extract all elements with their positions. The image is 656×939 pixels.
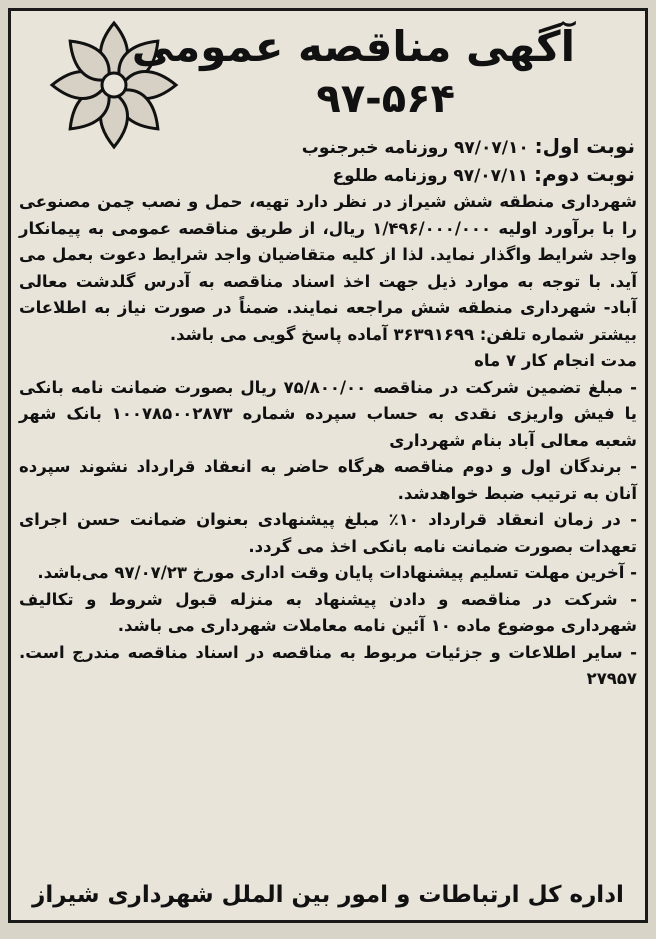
ad-page [8,8,648,923]
turn-date: ۹۷/۰۷/۱۱ [453,166,529,186]
intro-paragraph: شهرداری منطقه شش شیراز در نظر دارد تهیه، حمل و نصب چمن مصنوعی را با برآورد اولیه ۱/۴۹۶/۰۰۰/۰۰۰ ریال، از طریق مناقصه عمومی به پیمانکار واجد شرایط واگذار نماید. لذا از کلیه متقاضیان واجد شرایط دعوت بعمل می آید. با توجه به موارد ذیل جهت اخذ اسناد مناقصه به آدرس گلدشت معالی آباد- شهرداری منطقه شش مراجعه نمایند. ضمناً در صورت نیاز به اطلاعات بیشتر شماره تلفن: ۳۶۳۹۱۶۹۹ آماده پاسخ گویی می باشد. [19,192,637,344]
guarantee-paragraph: - مبلغ تضمین شرکت در مناقصه ۷۵/۸۰۰/۰۰ ریال بصورت ضمانت نامه بانکی یا فیش واریزی نقدی به حساب سپرده شماره ۱۰۰۷۸۵۰۰۲۸۷۳ بانک شهر شعبه معالی آباد بنام شهرداری [19,377,637,450]
ad-title: آگهی مناقصه عمومی [131,22,575,71]
publication-turns [302,133,635,189]
performance-bond-paragraph: - در زمان انعقاد قرارداد ۱۰٪ مبلغ پیشنهادی بعنوان ضمانت حسن اجرای تعهدات بصورت ضمانت نامه بانکی اخذ می گردد. [19,510,638,556]
winners-paragraph: - برندگان اول و دوم مناقصه هرگاه حاضر به انعقاد قرارداد نشوند سپرده آنان به ترتیب ضبط خواهدشد. [19,457,637,503]
turn-label: نوبت اول: [534,134,635,158]
participation-paragraph: - شرکت در مناقصه و دادن پیشنهاد به منزله قبول شروط و تکالیف شهرداری موضوع ماده ۱۰ آئین نامه معاملات شهرداری می باشد. [19,589,637,635]
tender-number: ۹۷-۵۶۴ [316,76,455,122]
ad-body [19,189,637,693]
issuer-footer: اداره کل ارتباطات و امور بین الملل شهرداری شیراز [32,882,624,908]
turn-paper: روزنامه خبرجنوب [301,138,449,158]
duration-line: مدت انجام کار ۷ ماه [474,351,637,370]
turn-first [302,133,635,161]
turn-second [302,161,635,189]
turn-paper: روزنامه طلوع [332,166,448,186]
deadline-paragraph: - آخرین مهلت تسلیم پیشنهادات پایان وقت اداری مورخ ۹۷/۰۷/۲۳ می‌باشد. [37,563,637,582]
other-info-paragraph: - سایر اطلاعات و جزئیات مربوط به مناقصه در اسناد مناقصه مندرج است. ۲۷۹۵۷ [19,642,637,688]
turn-date: ۹۷/۰۷/۱۰ [454,138,529,158]
turn-label: نوبت دوم: [533,162,635,186]
